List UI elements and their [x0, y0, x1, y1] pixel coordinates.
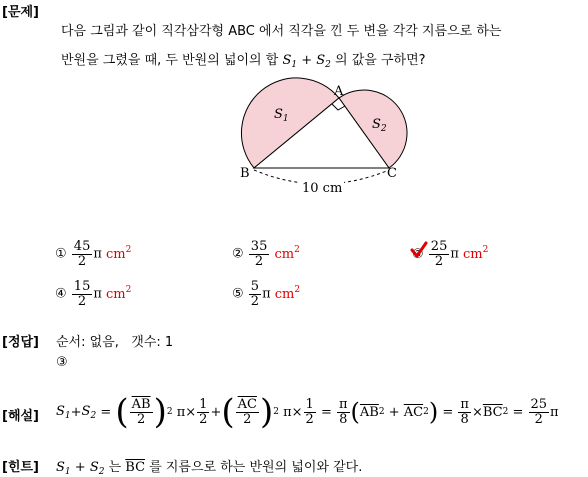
length-label: 10 cm — [302, 181, 343, 196]
choice-mark: ⑤ — [232, 286, 244, 302]
choice-unit: $cm^2$ — [274, 244, 300, 262]
s1-symbol: $S_1$ — [282, 53, 298, 70]
answer-mark: ③ — [56, 355, 68, 370]
label-b: B — [240, 166, 250, 181]
choice-1[interactable]: ① $\frac{45}{2}$ π $cm^2$ — [55, 239, 132, 269]
choice-unit: $cm^2$ — [463, 244, 489, 262]
choice-5[interactable]: ⑤ $\frac{5}{2}$ π $cm^2$ — [232, 279, 301, 309]
label-c: C — [387, 166, 397, 181]
choice-4[interactable]: ④ $\frac{15}{2}$ π $cm^2$ — [55, 279, 132, 309]
solution-formula: $S_1$ + $S_2$ = ( $\frac{\overline{AB}}{2}$ ) 2 π× $\frac{1}{2}$ + ( $\frac{\overline{AC}}{2}$ ) 2 π× $\frac{1}{2}$ = $\frac{\pi}{8}$ ( $\overline{AB}$ 2 + $\overline{AC}$ 2 ) = $\frac{\pi}{8}$ × $\overline{BC}$ 2 = $\frac{25}{2}$ π — [56, 392, 559, 432]
choice-mark: ① — [55, 246, 67, 262]
choice-unit: $cm^2$ — [274, 284, 301, 302]
check-icon — [410, 241, 428, 259]
label-a: A — [334, 84, 344, 99]
choice-mark: ② — [232, 246, 244, 262]
hint-tag: [힌트] — [2, 460, 39, 475]
label-s1: $S_1$ — [274, 107, 289, 124]
choice-mark: ④ — [55, 286, 67, 302]
choice-mark: ③ — [412, 247, 428, 262]
problem-line-2: 반원을 그렸을 때, 두 반원의 넓이의 합 $S_1 + S_2$ 의 값을 구하면? — [61, 53, 426, 70]
solution-tag: [해설] — [2, 409, 39, 424]
choice-2[interactable]: ② $\frac{35}{2}$ $cm^2$ — [232, 239, 300, 269]
problem-line-2-pre: 반원을 그렸을 때, 두 반원의 넓이의 합 — [61, 53, 279, 68]
answer-text: 순서: 없음, 갯수: 1 — [56, 335, 174, 350]
choice-3[interactable]: ③ $\frac{25}{2}$ π $cm^2$ — [412, 239, 489, 269]
problem-line-2-post: 의 값을 구하면? — [335, 53, 426, 68]
problem-tag: [문제] — [2, 5, 39, 20]
s2-symbol: $S_2$ — [316, 53, 331, 70]
choice-unit: $cm^2$ — [106, 244, 132, 262]
hint-text: $S_1 + S_2$ 는 $\overline{BC}$ 를 지름으로 하는 반원의 넓이와 같다. — [56, 460, 363, 477]
label-s2: $S_2$ — [372, 117, 387, 134]
answer-tag: [정답] — [2, 335, 39, 350]
problem-line-1: 다음 그림과 같이 직각삼각형 ABC 에서 직각을 낀 두 변을 각각 지름으로 하는 — [61, 24, 502, 39]
choice-unit: $cm^2$ — [106, 284, 132, 302]
